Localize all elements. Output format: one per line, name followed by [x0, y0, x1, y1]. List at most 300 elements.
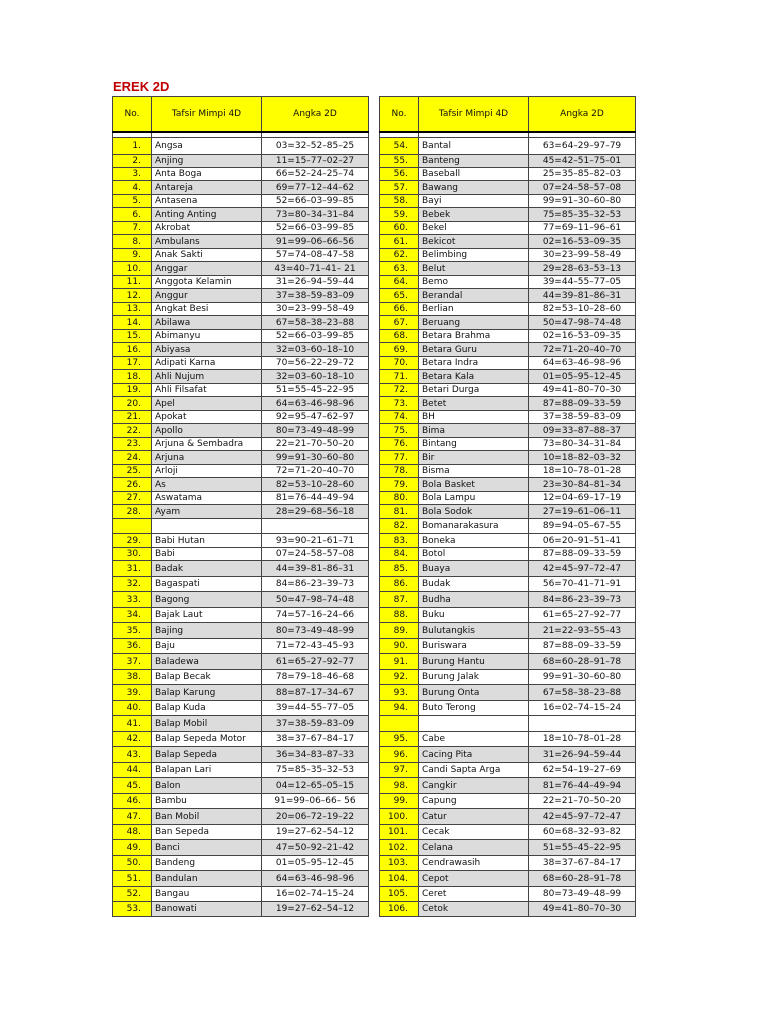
- dream-name: Apokat: [152, 411, 262, 424]
- table-row: [113, 639, 369, 654]
- number-code: 64=63–46–98–96: [262, 871, 369, 887]
- row-number: 74.: [380, 411, 419, 424]
- row-number: 76.: [380, 438, 419, 451]
- row-number: 42.: [113, 732, 152, 747]
- number-code: 88=87–17–34–67: [262, 685, 369, 701]
- number-code: 30=23–99–58–49: [262, 303, 369, 316]
- table-row: [380, 825, 636, 840]
- table-row: [113, 343, 369, 357]
- dream-name: Angkat Besi: [152, 303, 262, 316]
- dream-name: Arjuna: [152, 451, 262, 465]
- dream-name: Cangkir: [419, 778, 529, 794]
- dream-name: Abiyasa: [152, 343, 262, 357]
- row-number: 103.: [380, 856, 419, 871]
- dream-name: Antasena: [152, 195, 262, 208]
- table-row: [380, 438, 636, 451]
- number-code: 36=34–83–87–33: [262, 747, 369, 763]
- number-code: 51=55–45–22–95: [262, 384, 369, 397]
- row-number: 70.: [380, 357, 419, 370]
- number-code: 37=38–59–83–09: [262, 716, 369, 732]
- table-row: [380, 222, 636, 235]
- page-title: EREK 2D: [113, 79, 170, 94]
- dream-name: Akrobat: [152, 222, 262, 235]
- number-code: 32=03–60–18–10: [262, 343, 369, 357]
- row-number: 5.: [113, 195, 152, 208]
- row-number: 73.: [380, 397, 419, 411]
- row-number: 16.: [113, 343, 152, 357]
- table-row: [380, 871, 636, 887]
- table-row: [380, 809, 636, 825]
- table-row: [380, 608, 636, 623]
- table-row: [380, 465, 636, 478]
- table-row: [113, 548, 369, 561]
- dream-name: Balap Becak: [152, 670, 262, 685]
- dream-name: Berlian: [419, 303, 529, 316]
- number-code: 03=32–52–85–25: [262, 138, 369, 155]
- number-code: 29=28–63–53–13: [529, 262, 636, 276]
- dream-name: Cendrawasih: [419, 856, 529, 871]
- dream-name: Babi Hutan: [152, 534, 262, 548]
- dream-name: Bulutangkis: [419, 623, 529, 639]
- row-number: 85.: [380, 561, 419, 577]
- table-row: [113, 235, 369, 249]
- number-code: 60=68–32–93–82: [529, 825, 636, 840]
- row-number: 91.: [380, 654, 419, 670]
- table-row: [113, 181, 369, 195]
- number-code: 31=26–94–59–44: [262, 276, 369, 289]
- number-code: 64=63–46–98–96: [262, 397, 369, 411]
- number-code: 25=35–85–82–03: [529, 168, 636, 181]
- table-row: [113, 289, 369, 303]
- dream-name: Bagaspati: [152, 577, 262, 592]
- table-row: [113, 330, 369, 343]
- row-number: 65.: [380, 289, 419, 303]
- table-row: [380, 168, 636, 181]
- row-number: 8.: [113, 235, 152, 249]
- number-code: 74=57–16–24–66: [262, 608, 369, 623]
- dream-name: Cetok: [419, 902, 529, 917]
- row-number: 50.: [113, 856, 152, 871]
- table-row: [113, 747, 369, 763]
- row-number: 93.: [380, 685, 419, 701]
- dream-name: Anggar: [152, 262, 262, 276]
- number-code: 92=95–47–62–97: [262, 411, 369, 424]
- dream-name: Burung Hantu: [419, 654, 529, 670]
- dream-name: Banowati: [152, 902, 262, 917]
- row-number: 102.: [380, 840, 419, 856]
- number-code: 44=39–81–86–31: [529, 289, 636, 303]
- table-row: [113, 592, 369, 608]
- dream-name: Bintang: [419, 438, 529, 451]
- number-code: 47=50–92–21–42: [262, 840, 369, 856]
- dream-name: Buto Terong: [419, 701, 529, 716]
- number-code: 87=88–09–33–59: [529, 548, 636, 561]
- number-code: 43=40–71–41– 21: [262, 262, 369, 276]
- header-no: No.: [380, 97, 419, 133]
- dream-name: Bawang: [419, 181, 529, 195]
- dream-name: Bola Lampu: [419, 492, 529, 505]
- header-dream: Tafsir Mimpi 4D: [419, 97, 529, 133]
- row-number: 44.: [113, 763, 152, 778]
- row-number: 13.: [113, 303, 152, 316]
- dream-name: Banci: [152, 840, 262, 856]
- row-number: 43.: [113, 747, 152, 763]
- row-number: 59.: [380, 208, 419, 222]
- row-number: 86.: [380, 577, 419, 592]
- number-code: 22=21–70–50–20: [529, 794, 636, 809]
- number-code: 16=02–74–15–24: [262, 887, 369, 902]
- dream-name: Bajak Laut: [152, 608, 262, 623]
- row-number: 66.: [380, 303, 419, 316]
- row-number: 4.: [113, 181, 152, 195]
- number-code: 50=47–98–74–48: [529, 316, 636, 330]
- row-number: 53.: [113, 902, 152, 917]
- row-number: 101.: [380, 825, 419, 840]
- table-row: [380, 397, 636, 411]
- number-code: 07=24–58–57–08: [529, 181, 636, 195]
- row-number: 100.: [380, 809, 419, 825]
- table-row: [380, 343, 636, 357]
- table-row: [113, 303, 369, 316]
- table-row: [113, 465, 369, 478]
- number-code: 81=76–44–49–94: [262, 492, 369, 505]
- table-row: [380, 262, 636, 276]
- table-row: [380, 794, 636, 809]
- row-number: 51.: [113, 871, 152, 887]
- number-code: 71=72–43–45–93: [262, 639, 369, 654]
- row-number: 45.: [113, 778, 152, 794]
- table-row: [380, 330, 636, 343]
- row-number: 62.: [380, 249, 419, 262]
- number-code: 73=80–34–31–84: [262, 208, 369, 222]
- dream-name: Bemo: [419, 276, 529, 289]
- dream-name: Beruang: [419, 316, 529, 330]
- row-number: 63.: [380, 262, 419, 276]
- dream-name: Ahli Nujum: [152, 370, 262, 384]
- row-number: 19.: [113, 384, 152, 397]
- table-row: [113, 623, 369, 639]
- header-no: No.: [113, 97, 152, 133]
- number-code: 12=04–69–17–19: [529, 492, 636, 505]
- number-code: 73=80–34–31–84: [529, 438, 636, 451]
- number-code: 84=86–23–39–73: [262, 577, 369, 592]
- table-row: [113, 505, 369, 519]
- number-code: 27=19–61–06–11: [529, 505, 636, 519]
- table-row: [380, 654, 636, 670]
- row-number: 69.: [380, 343, 419, 357]
- row-number: 41.: [113, 716, 152, 732]
- number-code: 93=90–21–61–71: [262, 534, 369, 548]
- number-code: 52=66–03–99–85: [262, 330, 369, 343]
- table-row: [380, 778, 636, 794]
- number-code: 99=91–30–60–80: [529, 195, 636, 208]
- number-code: [262, 519, 369, 534]
- number-code: 80=73–49–48–99: [529, 887, 636, 902]
- table-row: [380, 623, 636, 639]
- table-row: [380, 732, 636, 747]
- table-row: [380, 249, 636, 262]
- row-number: 61.: [380, 235, 419, 249]
- number-code: 69=77–12–44–62: [262, 181, 369, 195]
- row-number: 11.: [113, 276, 152, 289]
- row-number: 31.: [113, 561, 152, 577]
- row-number: 48.: [113, 825, 152, 840]
- row-number: 21.: [113, 411, 152, 424]
- number-code: 67=58–38–23–88: [262, 316, 369, 330]
- dream-name: Arloji: [152, 465, 262, 478]
- row-number: 32.: [113, 577, 152, 592]
- number-code: 39=44–55–77–05: [262, 701, 369, 716]
- dream-name: Bambu: [152, 794, 262, 809]
- row-number: 3.: [113, 168, 152, 181]
- dream-name: Betara Indra: [419, 357, 529, 370]
- row-number: 35.: [113, 623, 152, 639]
- number-code: 78=79–18–46–68: [262, 670, 369, 685]
- row-number: 23.: [113, 438, 152, 451]
- number-code: 63=64–29–97–79: [529, 138, 636, 155]
- row-number: 89.: [380, 623, 419, 639]
- dream-name: Abimanyu: [152, 330, 262, 343]
- dream-name: Balapan Lari: [152, 763, 262, 778]
- number-code: 19=27–62–54–12: [262, 825, 369, 840]
- dream-name: Bangau: [152, 887, 262, 902]
- dream-name: Ahli Filsafat: [152, 384, 262, 397]
- row-number: 39.: [113, 685, 152, 701]
- row-number: 84.: [380, 548, 419, 561]
- dream-name: Adipati Karna: [152, 357, 262, 370]
- table-row: [113, 276, 369, 289]
- number-code: 22=21–70–50–20: [262, 438, 369, 451]
- table-row: [380, 856, 636, 871]
- number-code: 66=52–24–25–74: [262, 168, 369, 181]
- dream-name: Bajing: [152, 623, 262, 639]
- table-row: [380, 763, 636, 778]
- row-number: 92.: [380, 670, 419, 685]
- number-code: 99=91–30–60–80: [262, 451, 369, 465]
- table-row: [380, 505, 636, 519]
- dream-name: Aswatama: [152, 492, 262, 505]
- row-number: 47.: [113, 809, 152, 825]
- dream-name: Baladewa: [152, 654, 262, 670]
- number-code: 01=05–95–12–45: [262, 856, 369, 871]
- dream-name: Bomanarakasura: [419, 519, 529, 534]
- dream-name: Capung: [419, 794, 529, 809]
- dream-name: Betara Kala: [419, 370, 529, 384]
- table-row: [113, 384, 369, 397]
- table-row: [113, 670, 369, 685]
- row-number: 36.: [113, 639, 152, 654]
- number-code: 67=58–38–23–88: [529, 685, 636, 701]
- number-code: 56=70–41–71–91: [529, 577, 636, 592]
- number-code: 68=60–28–91–78: [529, 871, 636, 887]
- row-number: 26.: [113, 478, 152, 492]
- number-code: 61=65–27–92–77: [529, 608, 636, 623]
- number-code: 10=18–82–03–32: [529, 451, 636, 465]
- number-code: 87=88–09–33–59: [529, 639, 636, 654]
- number-code: 45=42–51–75–01: [529, 155, 636, 168]
- number-code: 62=54–19–27–69: [529, 763, 636, 778]
- table-row: [380, 384, 636, 397]
- number-code: 50=47–98–74–48: [262, 592, 369, 608]
- dream-name: Angsa: [152, 138, 262, 155]
- number-code: 44=39–81–86–31: [262, 561, 369, 577]
- number-code: 80=73–49–48–99: [262, 623, 369, 639]
- dream-name: Cecak: [419, 825, 529, 840]
- row-number: 28.: [113, 505, 152, 519]
- table-row: [113, 701, 369, 716]
- row-number: 87.: [380, 592, 419, 608]
- row-number: 98.: [380, 778, 419, 794]
- number-code: 64=63–46–98–96: [529, 357, 636, 370]
- header-dream: Tafsir Mimpi 4D: [152, 97, 262, 133]
- dream-name: Baseball: [419, 168, 529, 181]
- table-header-row: [380, 97, 636, 133]
- number-code: 57=74–08–47–58: [262, 249, 369, 262]
- table-row: [113, 809, 369, 825]
- row-number: 17.: [113, 357, 152, 370]
- number-code: 61=65–27–92–77: [262, 654, 369, 670]
- table-row: [113, 732, 369, 747]
- number-code: 49=41–80–70–30: [529, 902, 636, 917]
- row-number: 52.: [113, 887, 152, 902]
- number-code: 19=27–62–54–12: [262, 902, 369, 917]
- number-code: 38=37–67–84–17: [262, 732, 369, 747]
- table-row: [380, 685, 636, 701]
- number-code: 07=24–58–57–08: [262, 548, 369, 561]
- table-row: [113, 685, 369, 701]
- dream-name: Balap Kuda: [152, 701, 262, 716]
- dream-name: Candi Sapta Arga: [419, 763, 529, 778]
- number-code: 72=71–20–40–70: [262, 465, 369, 478]
- table-row: [380, 534, 636, 548]
- table-row: [380, 747, 636, 763]
- dream-name: [419, 716, 529, 732]
- dream-name: Bebek: [419, 208, 529, 222]
- dream-name: Arjuna & Sembadra: [152, 438, 262, 451]
- row-number: 88.: [380, 608, 419, 623]
- row-number: 82.: [380, 519, 419, 534]
- dream-name: Badak: [152, 561, 262, 577]
- dream-name: Bima: [419, 424, 529, 438]
- dream-name: Budha: [419, 592, 529, 608]
- row-number: 67.: [380, 316, 419, 330]
- row-number: 49.: [113, 840, 152, 856]
- number-code: 09=33–87–88–37: [529, 424, 636, 438]
- row-number: 46.: [113, 794, 152, 809]
- table-row: [380, 670, 636, 685]
- row-number: 9.: [113, 249, 152, 262]
- row-number: 18.: [113, 370, 152, 384]
- table-row: [113, 608, 369, 623]
- row-number: 68.: [380, 330, 419, 343]
- dream-name: Botol: [419, 548, 529, 561]
- row-number: 80.: [380, 492, 419, 505]
- dream-name: Bayi: [419, 195, 529, 208]
- table-row: [380, 370, 636, 384]
- number-code: 38=37–67–84–17: [529, 856, 636, 871]
- number-code: 37=38–59–83–09: [529, 411, 636, 424]
- table-row: [380, 195, 636, 208]
- table-row: [113, 155, 369, 168]
- dream-name: Berandal: [419, 289, 529, 303]
- row-number: 1.: [113, 138, 152, 155]
- dream-name: Cabe: [419, 732, 529, 747]
- table-row: [113, 902, 369, 917]
- table-row: [380, 548, 636, 561]
- row-number: 27.: [113, 492, 152, 505]
- dream-name: Anak Sakti: [152, 249, 262, 262]
- erek-table-left: [112, 96, 369, 917]
- row-number: 79.: [380, 478, 419, 492]
- number-code: 04=12–65–05–15: [262, 778, 369, 794]
- number-code: 23=30–84–81–34: [529, 478, 636, 492]
- table-row: [113, 654, 369, 670]
- table-row: [113, 438, 369, 451]
- dream-name: Cacing Pita: [419, 747, 529, 763]
- table-row: [113, 534, 369, 548]
- row-number: 6.: [113, 208, 152, 222]
- number-code: 87=88–09–33–59: [529, 397, 636, 411]
- number-code: 49=41–80–70–30: [529, 384, 636, 397]
- row-number: 58.: [380, 195, 419, 208]
- dream-name: Anjing: [152, 155, 262, 168]
- row-number: [113, 519, 152, 534]
- dream-name: Betari Durga: [419, 384, 529, 397]
- table-row: [380, 208, 636, 222]
- dream-name: Buku: [419, 608, 529, 623]
- table-row: [113, 316, 369, 330]
- table-row: [113, 716, 369, 732]
- number-code: 31=26–94–59–44: [529, 747, 636, 763]
- row-number: 96.: [380, 747, 419, 763]
- dream-name: Banteng: [419, 155, 529, 168]
- number-code: 84=86–23–39–73: [529, 592, 636, 608]
- dream-name: Apollo: [152, 424, 262, 438]
- row-number: 22.: [113, 424, 152, 438]
- table-row: [113, 451, 369, 465]
- dream-name: Apel: [152, 397, 262, 411]
- row-number: 20.: [113, 397, 152, 411]
- row-number: 56.: [380, 168, 419, 181]
- row-number: 94.: [380, 701, 419, 716]
- number-code: 06=20–91–51–41: [529, 534, 636, 548]
- dream-name: Balap Sepeda: [152, 747, 262, 763]
- table-row: [380, 303, 636, 316]
- row-number: [380, 716, 419, 732]
- row-number: 72.: [380, 384, 419, 397]
- table-row: [113, 840, 369, 856]
- table-row: [113, 577, 369, 592]
- dream-name: Buaya: [419, 561, 529, 577]
- table-row: [113, 492, 369, 505]
- number-code: 89=94–05–67–55: [529, 519, 636, 534]
- table-row: [113, 249, 369, 262]
- dream-name: As: [152, 478, 262, 492]
- row-number: 83.: [380, 534, 419, 548]
- row-number: 57.: [380, 181, 419, 195]
- row-number: 95.: [380, 732, 419, 747]
- table-row: [380, 424, 636, 438]
- row-number: 7.: [113, 222, 152, 235]
- dream-name: Ayam: [152, 505, 262, 519]
- number-code: 82=53–10–28–60: [529, 303, 636, 316]
- dream-name: Balap Karung: [152, 685, 262, 701]
- dream-name: Bandulan: [152, 871, 262, 887]
- table-row: [380, 639, 636, 654]
- dream-name: Celana: [419, 840, 529, 856]
- table-row: [113, 561, 369, 577]
- dream-name: Betet: [419, 397, 529, 411]
